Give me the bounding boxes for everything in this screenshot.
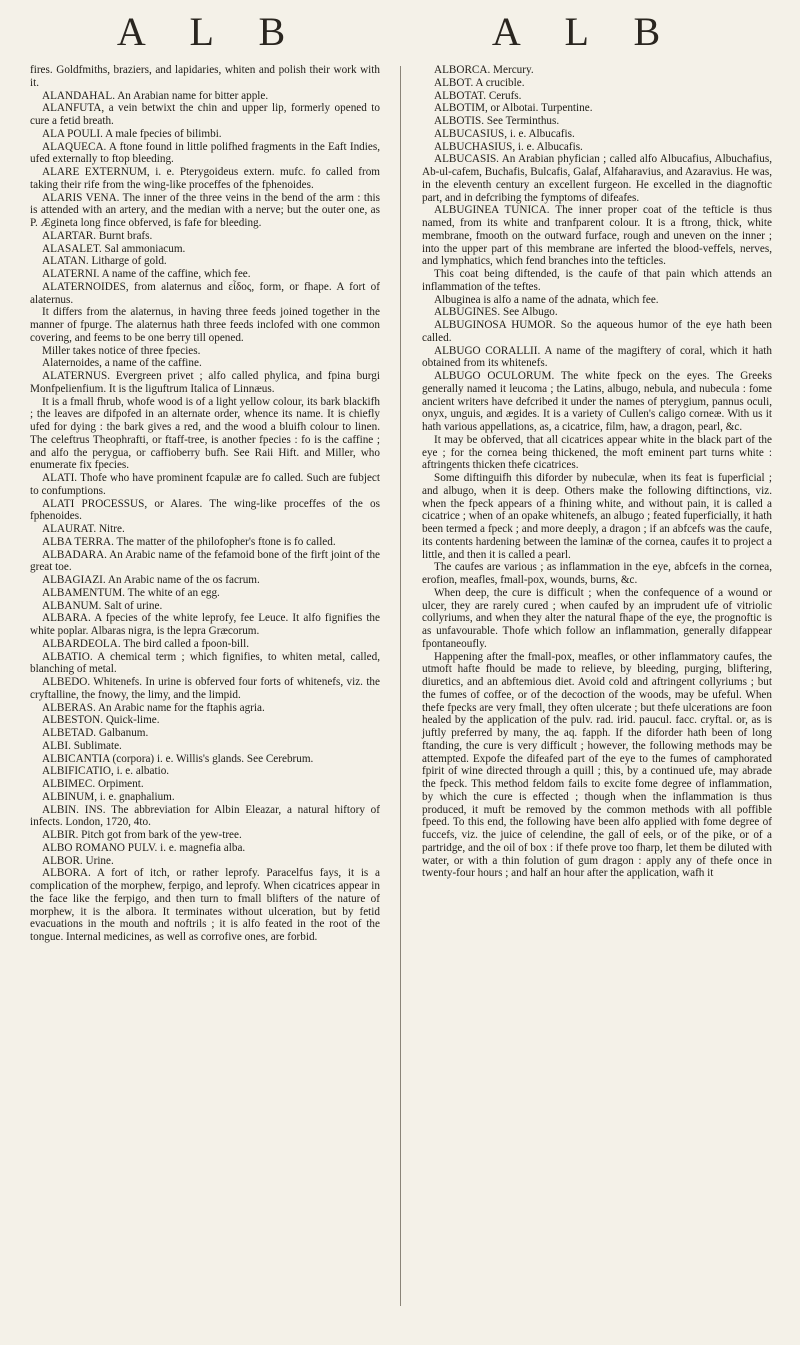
dictionary-entry: ALATI PROCESSUS, or Alares. The wing-like proceffes of the os fphenoides. xyxy=(30,497,380,523)
dictionary-entry: ALARTAR. Burnt brafs. xyxy=(42,229,153,242)
dictionary-entry: ALBETAD. Galbanum. xyxy=(42,727,149,739)
dictionary-entry: ALBUGO OCULORUM. The white fpeck on the eyes. The Greeks generally named it leucoma ; the Latins, albugo, nebula, and nubecula : fome ancient writers have defcribed it under the names of pterygium, pannus oculi, onyx, unguis, and ægides. It is a variety of Cullen's caligo corneæ. With us it hath various appellations, as, a cicatrice, film, haw, a dragon, pearl, &c. xyxy=(422,370,772,433)
dictionary-entry: ALBERAS. An Arabic name for the ftaphis agria. xyxy=(42,701,265,714)
dictionary-entry: ALBIR. Pitch got from bark of the yew-tree. xyxy=(42,829,242,841)
dictionary-entry: It may be obferved, that all cicatrices appear white in the black part of the eye ; for the cornea being thickened, the moft eminent part turns white : aftringents thicken thefe cicatrices. xyxy=(422,433,772,472)
dictionary-entry: ALBEDO. Whitenefs. In urine is obferved four forts of whitenefs, viz. the cryftalline, the fnowy, the limy, and the limpid. xyxy=(30,676,380,701)
dictionary-entry: ALBIMEC. Orpiment. xyxy=(42,778,144,790)
dictionary-entry: ALATAN. Litharge of gold. xyxy=(42,255,167,268)
left-column xyxy=(30,64,380,944)
dictionary-entry: ALANDAHAL. An Arabian name for bitter apple. xyxy=(42,89,269,102)
dictionary-entry: ALBUGINOSA HUMOR. So the aqueous humor of the eye hath been called. xyxy=(422,319,772,344)
dictionary-entry: ALBOTAT. Cerufs. xyxy=(434,89,522,102)
dictionary-entry: fires. Goldfmiths, braziers, and lapidaries, whiten and polish their work with it. xyxy=(30,64,380,89)
dictionary-entry: ALBARA. A fpecies of the white leprofy, fee Leuce. It alfo fignifies the white poplar. Albaras nigra, is the lepra Græcorum. xyxy=(30,612,380,637)
dictionary-entry: ALBICANTIA (corpora) i. e. Willis's glands. See Cerebrum. xyxy=(42,752,314,765)
dictionary-entry: ALBIN. INS. The abbreviation for Albin Eleazar, a natural hiftory of infects. London, 1720, 4to. xyxy=(30,803,380,829)
dictionary-entry: ALBOR. Urine. xyxy=(42,854,114,867)
dictionary-entry: The caufes are various ; as inflammation in the eye, abfcefs in the cornea, erofion, meafles, fmall-pox, wounds, burns, &c. xyxy=(422,561,772,586)
dictionary-entry: ALASALET. Sal ammoniacum. xyxy=(42,242,186,255)
dictionary-entry: ALBIFICATIO, i. e. albatio. xyxy=(42,765,170,778)
page-header-left: A L B xyxy=(116,9,304,54)
dictionary-entry: ALBUCHASIUS, i. e. Albucafis. xyxy=(434,140,583,153)
dictionary-entry: ALBAMENTUM. The white of an egg. xyxy=(42,586,220,599)
dictionary-entry: ALBOTIM, or Albotai. Turpentine. xyxy=(434,102,593,115)
dictionary-entry: ALBUCASIS. An Arabian phyfician ; called alfo Albucafius, Albuchafius, Ab-ul-cafem, Buchafis, Bulcafis, Galaf, Alfaharavius, and Azaravius. He was, in the eleventh century an excellent furgeon. He excelled in the diagnoftic part, and in defcribing the fymptoms of difeafes. xyxy=(422,153,772,204)
dictionary-entry: ALARIS VENA. The inner of the three veins in the bend of the arm : this is attended with an artery, and the median with a nerve; but the outer one, as P. Ægineta long fince obferved, is fafe for bleeding. xyxy=(30,191,380,229)
dictionary-entry: It is a fmall fhrub, whofe wood is of a light yellow colour, its bark blackifh ; the leaves are difpofed in an alternate order, whence its name. It is chiefly ufed for dying : the bark gives a red, and the wood a bluifh colour to linen. The celeftrus Theophrafti, or ftaff-tree, is another fpecies : fo is the caffine ; and alfo the perygua, or caffioberry bufh. See Raii Hift. and Miller, who enumerate fix fpecies. xyxy=(30,395,380,472)
dictionary-entry: ALBOT. A crucible. xyxy=(434,76,525,89)
dictionary-entry: ALATERNOIDES, from alaternus and εἶδος, form, or fhape. A fort of alaternus. xyxy=(30,280,380,306)
dictionary-entry: It differs from the alaternus, in having three feeds joined together in the manner of fpurge. The alaternus hath three feeds inclofed with one common covering, and feems to be one berry till opened. xyxy=(30,306,380,344)
dictionary-entry: ALAQUECA. A ftone found in little polifhed fragments in the Eaft Indies, ufed externally to ftop bleeding. xyxy=(30,140,380,166)
dictionary-entry: ALBATIO. A chemical term ; which fignifies, to whiten metal, called, blanching of metal. xyxy=(30,650,380,676)
dictionary-entry: ALBINUM, i. e. gnaphalium. xyxy=(42,790,175,803)
dictionary-entry: ALBORA. A fort of itch, or rather leprofy. Paracelfus fays, it is a complication of the morphew, ferpigo, and leprofy. When cicatrices appear in the face like the ferpigo, and then turn to fmall blifters of the nature of morphew, it is the albora. It terminates without ulceration, but by fetid evacuations in the mouth and noftrils ; it is alfo feated in the root of the tongue. Internal medicines, as well as corrofive ones, are forbid. xyxy=(30,867,380,943)
dictionary-entry: Albuginea is alfo a name of the adnata, which fee. xyxy=(434,293,659,306)
dictionary-entry: ALATI. Thofe who have prominent fcapulæ are fo called. Such are fubject to confumptions. xyxy=(30,472,380,497)
dictionary-entry: ALBUCASIUS, i. e. Albucafis. xyxy=(434,127,575,140)
column-divider xyxy=(400,66,401,1306)
page-header-right: A L B xyxy=(491,9,679,54)
dictionary-entry: ALBI. Sublimate. xyxy=(42,739,122,752)
dictionary-entry: Miller takes notice of three fpecies. xyxy=(42,344,201,357)
dictionary-entry: ALBO ROMANO PULV. i. e. magnefia alba. xyxy=(42,841,246,854)
dictionary-entry: ALBORCA. Mercury. xyxy=(434,64,534,76)
dictionary-entry: ALBANUM. Salt of urine. xyxy=(42,599,163,612)
dictionary-entry: ALBOTIS. See Terminthus. xyxy=(434,115,560,127)
dictionary-entry: ALBADARA. An Arabic name of the fefamoid bone of the firft joint of the great toe. xyxy=(30,548,380,574)
dictionary-entry: ALATERNI. A name of the caffine, which fee. xyxy=(42,268,251,280)
dictionary-entry: Alaternoides, a name of the caffine. xyxy=(42,357,202,370)
dictionary-entry: ALBA TERRA. The matter of the philofopher's ftone is fo called. xyxy=(42,535,336,548)
dictionary-entry: ALBESTON. Quick-lime. xyxy=(42,714,160,727)
dictionary-entry: ALARE EXTERNUM, i. e. Pterygoideus extern. mufc. fo called from taking their rife from the wing-like proceffes of the fphenoides. xyxy=(30,166,380,191)
dictionary-entry: ALBAGIAZI. An Arabic name of the os facrum. xyxy=(42,574,260,586)
dictionary-entry: ALA POULI. A male fpecies of bilimbi. xyxy=(42,127,222,140)
dictionary-entry: This coat being diftended, is the caufe of that pain which attends an inflammation of the teftes. xyxy=(422,268,772,293)
dictionary-entry: ALAURAT. Nitre. xyxy=(42,523,125,535)
dictionary-entry: When deep, the cure is difficult ; when the confequence of a wound or ulcer, they are rarely cured ; when caufed by an imprudent ufe of vitriolic collyriums, and when they alter the natural fhape of the eye, the prognoftic is as unfavourable. Thofe which follow an inflammation, generally difappear fpontaneoufly. xyxy=(422,586,772,650)
dictionary-entry: Happening after the fmall-pox, meafles, or other inflammatory caufes, the utmoft hafte fhould be made to relieve, by bleeding, purging, bliftering, diuretics, and an abftemious diet. Avoid cold and aftringent collyriums ; but the fumes of coffee, or of the decoction of the woods, may be ufeful. When thefe fpecks are very fmall, they often ulcerate ; but thefe ulcerations are foon healed by the application of the pulv. rad. irid. paucul. facc. cryftal. or, as is juftly preferred by many, the aq. fapph. If the diforder hath been of long ftanding, the cure is very difficult ; however, the following methods may be attempted. Expofe the difeafed part of the eye to the fumes of camphorated fpirit of wine directed through a quill ; this, by a continued ufe, may abrade the fpeck. This method feldom fails to excite fome degree of inflammation, by which the cure is effected ; though when the inflammation is thus produced, it muft be removed by the common methods with all poffible fpeed. To this end, the following have been alfo applied with fome degree of fuccefs, viz. the juice of celendine, the gall of eels, or of the pike, or of a partridge, and the oil of box : if thefe prove too fharp, let them be diluted with water, or with a thin folution of gum dragon : apply any of thefe once in twenty-four hours ; and half an hour after the application, wafh it xyxy=(422,650,772,880)
dictionary-entry: ALATERNUS. Evergreen privet ; alfo called phylica, and fpina burgi Monfpelienfium. It is the liguftrum Italica of Linnæus. xyxy=(30,370,380,395)
dictionary-entry: ALBUGO CORALLII. A name of the magiftery of coral, which it hath obtained from its whitenefs. xyxy=(422,344,772,370)
dictionary-entry: ALBUGINES. See Albugo. xyxy=(434,306,558,319)
dictionary-entry: ALANFUTA, a vein betwixt the chin and upper lip, formerly opened to cure a fetid breath. xyxy=(30,102,380,127)
dictionary-entry: ALBARDEOLA. The bird called a fpoon-bill. xyxy=(42,637,250,650)
right-column xyxy=(422,64,772,880)
dictionary-entry: Some diftinguifh this diforder by nubeculæ, when its feat is fuperficial ; and albugo, when it is deep. Others make the following diftinctions, viz. when the fpeck appears of a fhining white, and without pain, it is called a cicatrice ; when of an opake whitenefs, an albugo ; feated fuperficially, it hath been termed a fpeck ; and more deeply, a dragon ; if an abfcefs was the caufe, its contents hardening between the laminæ of the cornea, caufes it to project a little, and then it is called a pearl. xyxy=(422,472,772,561)
dictionary-entry: ALBUGINEA TUNICA. The inner proper coat of the tefticle is thus named, from its white and tranfparent colour. It is a ftrong, thick, white membrane, fmooth on the outward furface, rough and uneven on the inner ; into the upper part of this membrane are inferted the blood-veffels, nerves, and lymphatics, which fend branches into the tefticles. xyxy=(422,204,772,268)
